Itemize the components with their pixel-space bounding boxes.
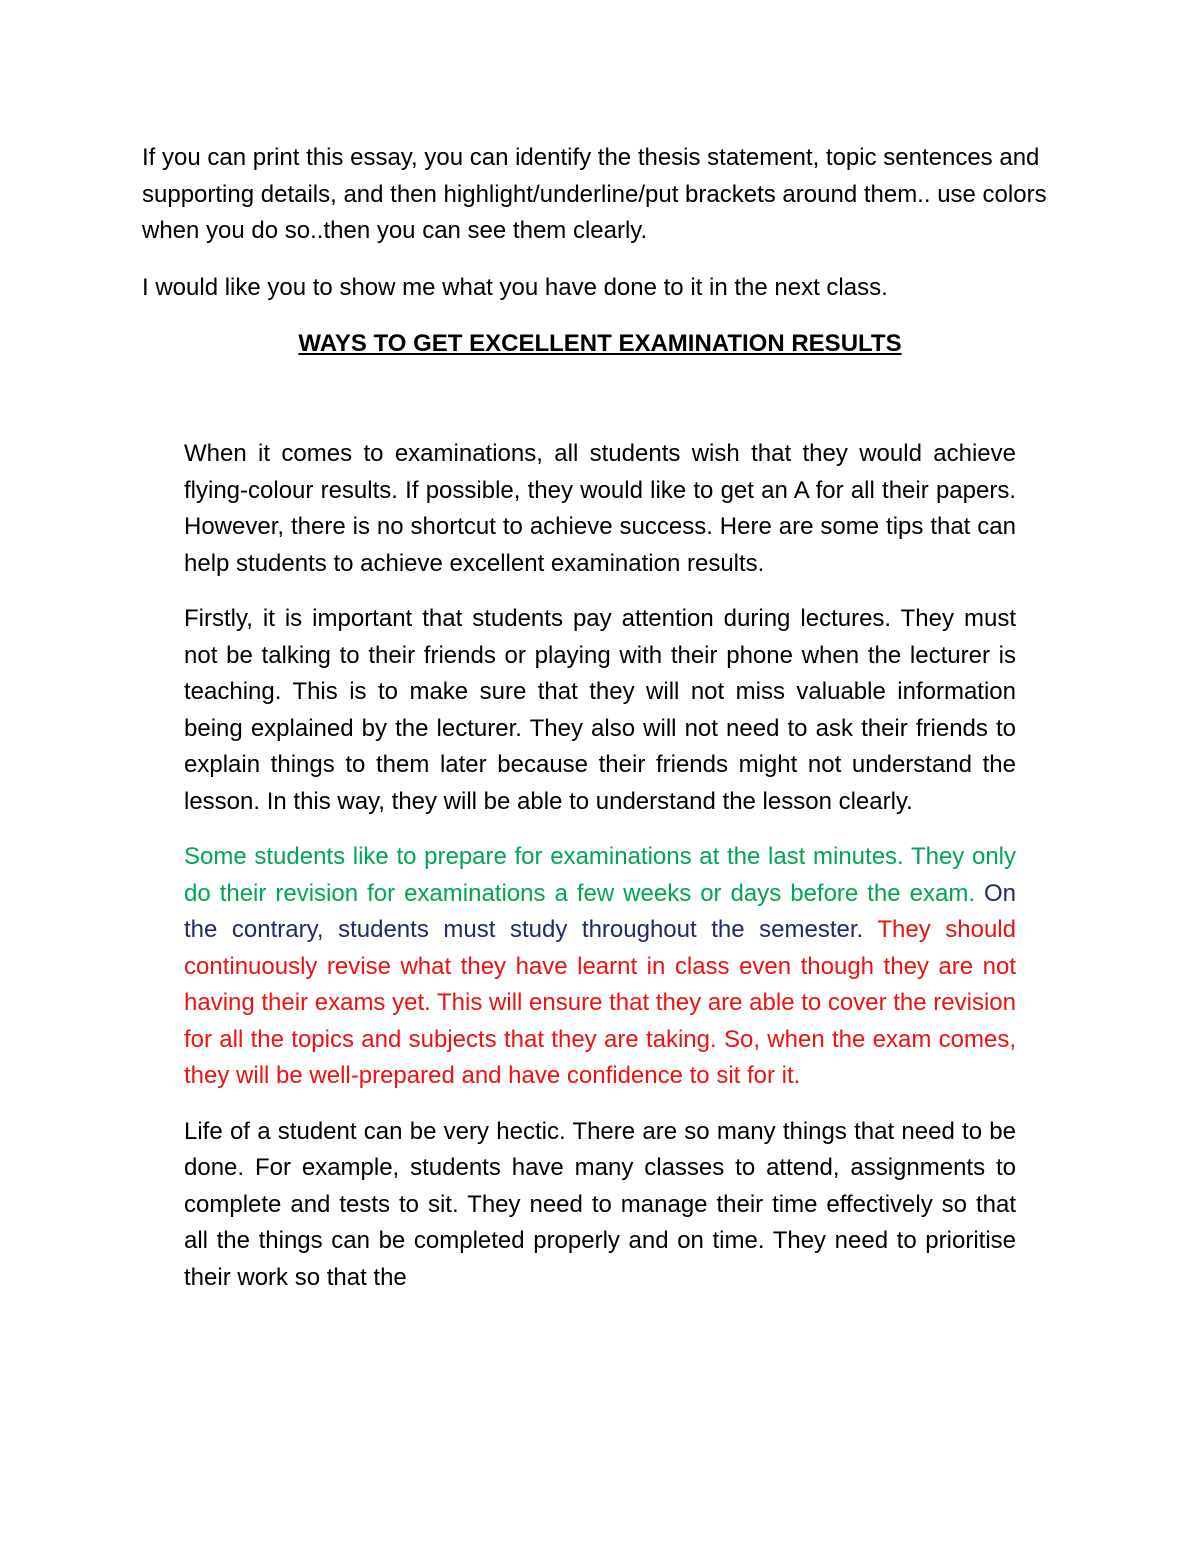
instructions-block xyxy=(142,140,1072,326)
instruction-paragraph-2: I would like you to show me what you have done to it in the next class. xyxy=(142,273,888,301)
essay-paragraph-2: Firstly, it is important that students pay attention during lectures. They must not be talking to their friends or playing with their phone when the lecturer is teaching. This is to make sure that they will not miss valuable information being explained by the lecturer. They also will not need to ask their friends to explain things to them later because their friends might not understand the lesson. In this way, they will be able to understand the lesson clearly. xyxy=(184,605,1016,815)
essay-paragraph-1: When it comes to examinations, all students wish that they would achieve flying-colour results. If possible, they would like to get an A for all their papers. However, there is no shortcut to achieve success. Here are some tips that can help students to achieve excellent examination results. xyxy=(184,440,1016,577)
essay-body xyxy=(184,436,1016,1315)
highlight-navy-text: On the contrary, students must study throughout the semester. xyxy=(184,879,1016,943)
highlight-red-text: They should continuously revise what they have learnt in class even though they are not having their exams yet. This will ensure that they are able to cover the revision for all the topics and subjects that they are taking. So, when the exam comes, they will be well-prepared and have confidence to sit for it. xyxy=(184,916,1016,1089)
essay-paragraph-4: Life of a student can be very hectic. There are so many things that need to be done. For example, students have many classes to attend, assignments to complete and tests to sit. They need to manage their time effectively so that all the things can be completed properly and on time. They need to prioritise their work so that the xyxy=(184,1117,1016,1291)
instruction-paragraph-1: If you can print this essay, you can identify the thesis statement, topic sentences and supporting details, and then highlight/underline/put brackets around them.. use colors when you do so..then you can see them clearly. xyxy=(142,144,1047,244)
highlight-green-text: Some students like to prepare for examinations at the last minutes. They only do their revision for examinations a few weeks or days before the exam. xyxy=(184,843,1016,907)
essay-paragraph-3 xyxy=(184,839,1016,1095)
essay-title: WAYS TO GET EXCELLENT EXAMINATION RESULTS xyxy=(298,330,902,357)
